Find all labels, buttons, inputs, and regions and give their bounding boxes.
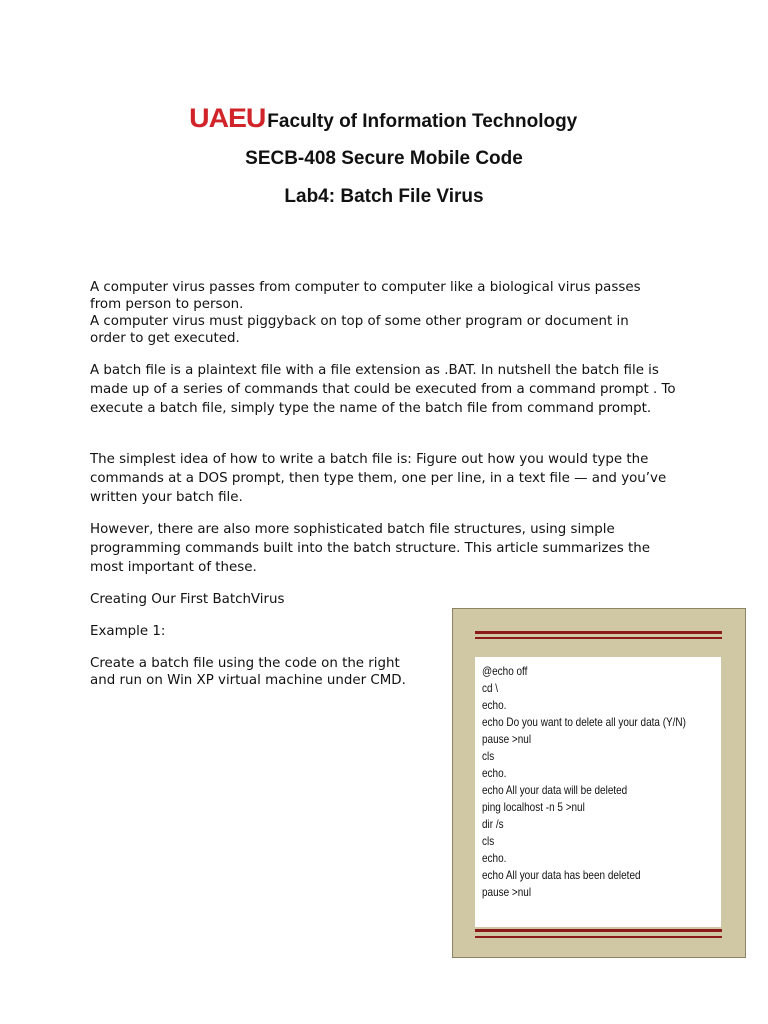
lab-title: Lab4: Batch File Virus: [284, 186, 484, 207]
course-title: SECB-408 Secure Mobile Code: [245, 148, 523, 169]
code-line: ping localhost -n 5 >nul: [482, 801, 585, 814]
paragraph-line: order to get executed.: [90, 331, 240, 346]
paragraph-line: A computer virus must piggyback on top of some other program or document in: [90, 314, 629, 329]
code-line: dir /s: [482, 818, 504, 831]
code-line: echo Do you want to delete all your data (Y/N): [482, 716, 686, 729]
paragraph-line: Create a batch file using the code on the right: [90, 656, 400, 671]
code-line: pause >nul: [482, 733, 532, 746]
paragraph-line: A computer virus passes from computer to computer like a biological virus passes: [90, 280, 641, 295]
paragraph-virus-intro: [90, 279, 690, 347]
code-line: echo All your data has been deleted: [482, 869, 641, 882]
code-line: @echo off: [482, 665, 528, 678]
header-title-row: [0, 103, 768, 137]
paragraph-simplest-idea: The simplest idea of how to write a batch file is: Figure out how you would type the commands at a DOS prompt, then type them, one per line, in a text file — and you’ve written your batch file.: [90, 452, 667, 505]
bottom-divider-bar-thin: [475, 936, 722, 938]
code-line: cd \: [482, 682, 499, 695]
paragraph-example-instructions: [90, 655, 430, 689]
paragraph-line: from person to person.: [90, 297, 244, 312]
top-divider-bar-thin: [475, 637, 722, 639]
example-label: Example 1:: [90, 624, 166, 639]
faculty-title: Faculty of Information Technology: [267, 111, 578, 132]
code-listing: [475, 657, 721, 927]
top-divider-bar: [475, 631, 722, 634]
code-line: cls: [482, 835, 495, 848]
code-line: pause >nul: [482, 886, 532, 899]
section-heading-first-virus: Creating Our First BatchVirus: [90, 592, 285, 607]
document-header: [0, 103, 768, 214]
code-line: echo.: [482, 852, 507, 865]
code-line: echo.: [482, 767, 507, 780]
paragraph-batch-definition: A batch file is a plaintext file with a file extension as .BAT. In nutshell the batch file is made up of a series of commands that could be executed from a command prompt . To execute a batch file, simply type the name of the batch file from command prompt.: [90, 363, 676, 416]
paragraph-line: and run on Win XP virtual machine under CMD.: [90, 673, 406, 688]
paragraph-sophisticated: However, there are also more sophisticated batch file structures, using simple programming commands built into the batch structure. This article summarizes the most important of these.: [90, 522, 650, 575]
code-line: cls: [482, 750, 495, 763]
bottom-divider-bar: [475, 929, 722, 932]
code-line: echo All your data will be deleted: [482, 784, 628, 797]
code-line: echo.: [482, 699, 507, 712]
code-listing-frame: [452, 608, 746, 958]
uaeu-logo: UAEU: [188, 103, 266, 133]
